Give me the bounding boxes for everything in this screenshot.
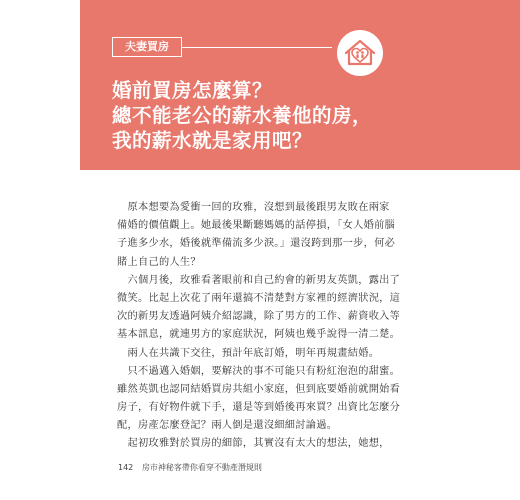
- body-line: 房子，有好物件就下手，還是等到婚後再來買？出資比怎麼分: [117, 402, 401, 414]
- page-title: [112, 78, 502, 153]
- body-line: 子進多少水，婚後就準備流多少淚。」還沒跨到那一步，何必: [117, 238, 396, 250]
- body-line: 原本想要為愛衝一回的玫雅，沒想到最後跟男友敗在兩家: [117, 202, 390, 213]
- body-line: 次的新男友透過阿姨介紹認識，除了男方的工作、薪資收入等: [117, 311, 401, 323]
- body-line: 配，房產怎麼登記？兩人倒是還沒細細討論過。: [117, 420, 338, 432]
- body-line: 六個月後，玫雅看著眼前和自己約會的新男友英凱，露出了: [117, 274, 401, 286]
- page-footer: [118, 462, 262, 473]
- title-line: 我的薪水就是家用吧？: [112, 129, 313, 152]
- title-line: 總不能老公的薪水養他的房，: [112, 104, 373, 127]
- body-line: 只不過邁入婚姻，要解決的事不可能只有粉紅泡泡的甜蜜。: [117, 365, 401, 377]
- book-title: 房市神秘客帶你看穿不動產潛規則: [141, 463, 262, 472]
- body-line: 基本訊息，就連男方的家庭狀況，阿姨也幾乎說得一清二楚。: [117, 329, 401, 341]
- title-line: 婚前買房怎麼算？: [112, 79, 273, 102]
- body-line: 賭上自己的人生？: [117, 256, 201, 268]
- body-line: 兩人在共識下交往，預計年底訂婚，明年再規畫結婚。: [117, 347, 380, 359]
- body-line: 備婚的價值觀上。她最後果斷聽媽媽的話停損，「女人婚前腦: [117, 220, 396, 232]
- body-text: [117, 199, 437, 454]
- page-number: 142: [118, 463, 134, 472]
- body-line: 雖然英凱也認同結婚買房共組小家庭，但到底要婚前就開始看: [117, 383, 401, 395]
- body-line: 起初玫雅對於買房的細節，其實沒有太大的想法，她想，: [117, 438, 390, 450]
- body-line: 微笑。比起上次花了兩年還搞不清楚對方家裡的經濟狀況，這: [117, 292, 401, 304]
- category-tag: 夫妻買房: [112, 37, 182, 57]
- tag-divider-line: [182, 47, 332, 48]
- house-heart-family-icon: [335, 28, 385, 78]
